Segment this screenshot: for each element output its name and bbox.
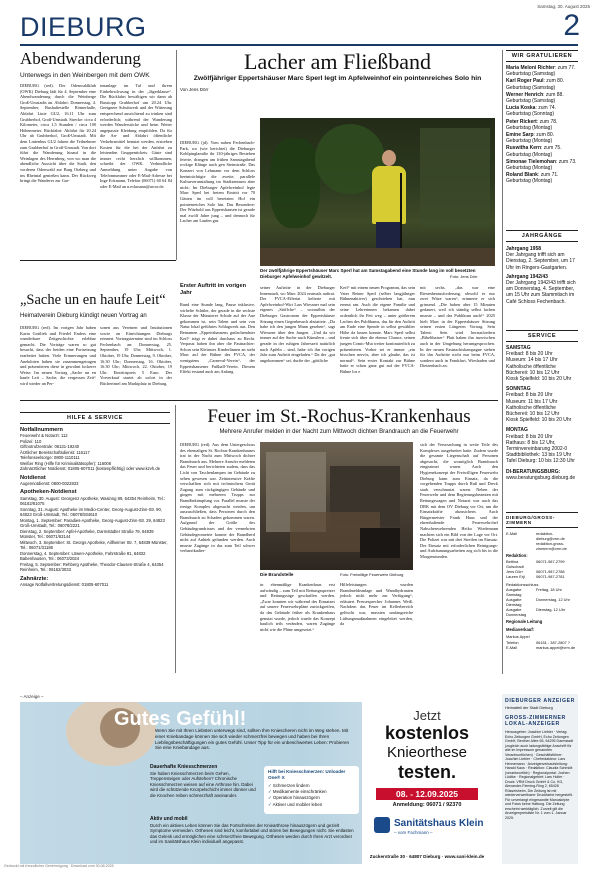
birthday-name: Roland Blank xyxy=(506,172,538,179)
birthday-entry xyxy=(506,119,578,131)
birthday-list xyxy=(506,65,578,185)
ad-text-2: Durch ein aktives Leben können Sie das Fortschreiten der Kniearthrose hinauszögern und gezielt Symptome vermeiden. Orthesen sind leicht, komfortabel und stören bei Bewegungen nicht. Sie entlasten das Gelenk und ermöglichen eine schmerzfreie Bewegung. Orthesen werden durch Ihren Arzt verordnet und im Sanitätshaus Klein individuell angepasst. xyxy=(150,823,354,845)
ad-box-title: Hilft bei Kniesschmerzen: Unloader One® X xyxy=(268,769,346,780)
feuer-col1: DIEBURG (red). Aus dem Untergeschoss des ehemaligen St. Rochus-Krankenhauses trat in der Nacht zum Mittwoch dichter Brandrauch aus. Mehrere Anrufer meldeten das Feuer und berichteten zudem, dass das Licht von Taschenlampen im Gebäude zu sehen gewesen war. Zeitintensive Kräfte verschafften sich mit technischem Gerät Zugang zum rückgängigen Gebäude und gingen mit mehreren Trupps zur Brandbekämpfung vor. Parallel musste der riesige Komplex abgesucht werden, um auszuschließen, dass Personen durch den Brandrauch zu Schaden gekommen waren. Aufgrund der Größe des Gebäudegrundrisses und der vermehrten Gebäudegeometrie konnte der Brandherd nicht auf Anhieb gefunden werden. Auch musste Zugänge in das zum Teil schwer verbarrikadier- xyxy=(180,442,255,554)
birthday-entry xyxy=(506,78,578,90)
service-line: Montag, 1. September: Paradies-Apotheke, Georg-August-Zinn-Str. 29, 64823 Groß-Umstadt, Tel.: 06078/2221 xyxy=(20,517,165,529)
contact-email-row-value: redaktion-dieburg@vrm.de xyxy=(536,531,565,541)
ad-heading-1: Dauerhafte Kniesschmerzen xyxy=(150,764,218,770)
byline: Von Jens Dörr xyxy=(180,87,209,92)
ad-shop-sub: – vom Fachmann – xyxy=(394,830,433,835)
ad-address: Zuckerstraße 30 · 64807 Dieburg · www.sani-klein.de xyxy=(369,854,485,859)
redaktion-row-label: Lauren Erji xyxy=(506,574,525,580)
article-abendwanderung xyxy=(20,50,172,79)
birthday-name: Emine Sarp xyxy=(506,132,534,139)
contact-list xyxy=(506,531,578,650)
jahrgang-heading: Jahrgang 1958 xyxy=(506,246,542,252)
birthday-entry xyxy=(506,65,578,77)
deadline-row-value: Freitag, 18 Uhr xyxy=(536,587,562,593)
birthday-entry xyxy=(506,145,578,157)
ad-feature-item xyxy=(268,802,356,808)
ad-offer-2: kostenlos xyxy=(384,723,470,743)
lacher-col3: seiner Auftritte in der Dieburger Innenstadt, wo Marc 2024 erstmals auftrat. Der FVCA-Effertat kelterte mit Apfelweinhof-Wirt Lars Wiessner mal sein eigenes „Stöffche“ – woraufhin der Dieburger Gastronom der Eppertshäuser Sitzung einen Gegenbesuch abstattete. „Da habe ich den jungen Mann gesehen“, sagt Wiessner über den Jungen. „Und da wir immer auf der Suche nach Künstlern – und gerade in der ruhigen Jahreszeit natürlich nach Apfeln – sind, habe ich ihn vorigen Jahr zum Auftritt eingeladen.“ Da der „gut angekommen“ sei, durfte der „göttliche xyxy=(260,285,335,363)
contact-email-row-value: redaktion-gross-zimmern@vrm.de xyxy=(536,541,567,551)
service-line: Giftnotrufzentrale: 06131-19240 xyxy=(20,444,80,450)
service-heading: Notfallnummern xyxy=(20,427,63,433)
service-hours-line: Freibad: 8 bis 20 Uhr xyxy=(506,392,553,399)
birthday-entry xyxy=(506,172,578,184)
deadline-row-label: Ausgabe Dienstag xyxy=(506,597,522,608)
deadline-row-label: Ausgabe Donnerstag xyxy=(506,607,527,618)
service-hours-line: Katholische öffentliche Büchereii: 10 bis 12 Uhr xyxy=(506,363,560,376)
media-email-row xyxy=(506,645,578,650)
article-feuer xyxy=(180,406,498,435)
heimat-col2: sonen aus Vereinen und Institutionen sowie an Einrichtungen Dieburgs erinnert. Vortragstermine sind im Schloss Fechenbach an: Donnerstag, 25. September, 19 Uhr; Mittwoch, 1. Oktober, 19 Uhr; Donnerstag, 9. Oktober, 16.30 Uhr; Donnerstag, 16. Oktober, 16.30 Uhr; Mittwoch, 22. Oktober, 19 Uhr. Eintrittspreis 5 Euro. Der Vorverkauf startet ab sofort in der Bücherinsel am Marktplatz in Dieburg. xyxy=(100,325,172,386)
service-hours-line: Kiosk Spielfeld: 10 bis 20 Uhr xyxy=(506,417,572,424)
header-date: Samstag, 30. August 2025 xyxy=(537,4,590,9)
feuer-col3: sich der Verursachung in weite Teile des Komplexes ausgebreitet hatte. Zudem wurde die gesamte Liegenschaft auf Personen abgesucht, die womöglich Brandrauch eingeatmet waren. Auch den Hygienekonzept der Freiwilligen Feuerwehr Dieburg kann zum Einsatz, da die vorgehenden Trupps durch Ruß und Dreck stark verschmutzt waren. Neben der Feuerwehr und dem Regierungsbeamten mit Rettungswagen und Notarzt war auch das DRK mit dem OV Dieburg vor Ort, um die Einsatzkräfte abzusichern. Auch Bürgermeister Frank Haus und der ehrenhaftende Feuerwehrchef Nahschenwehrenden Heiko Wiedemann machten sich ein Bild von der Lage vor Ort. Die Polizei war mit drei Streifen im Einsatz. Der Einsatz mit erforderlichen Reinigungs- und Aufräumungsarbeiten zog sich bis in die Morgenstunden. xyxy=(420,442,498,559)
photo-caption-title: Die Brandstelle xyxy=(260,572,294,577)
service-line: Samstag, 30. August: Georgenz Apotheke, Wasinng 89, 64354 Reinheim, Tel.: 06162/81075 xyxy=(20,495,166,507)
birthday-entry xyxy=(506,159,578,171)
box-title: SERVICE xyxy=(506,330,578,342)
lacher-col1: DIEBURG (jd). Vom nahen Fechenbach-Park, wo (wie berichtet) die Dieburger Kohlpinglamilie ihr 130-jähriges Bestehen feierte, drangen am frühen Samstagabend rockige Klänge auch gen Steinstraße. Das Konzert von Lehmann vor dem Schloss beeinträchtigte die zweite, parallele Kulturveranstaltung im Stadtzentrum aber nicht: Im Dieburger Apfelweinhof legte Marc Sperl bei freiem Eintritt vor 70 Gästen im voll besetzten Hof ein pointenreiches Solo hin. Das Besondere: Der Witzbold aus Eppertshausen ist gerade mal zwölf Jahre jung – und dennoch für Lacher am Laufen gut. xyxy=(180,140,255,224)
media-heading: Mediaverkauf: xyxy=(506,627,535,633)
birthday-text: : zum 74. Geburtstag (Sonntag) xyxy=(506,105,557,118)
regional-heading: Regionale Leitung xyxy=(506,619,543,625)
service-heading: Notdienst xyxy=(20,474,46,481)
check-icon: ✓ xyxy=(268,789,273,795)
ad-text-1: Sie haben Kniesschmerzen beim Gehen, Treppensteigen oder Aufstehen? Chronische Kniesschmerzen weisen auf eine Arthrose hin. Dabei wird die schützende Knorpelschicht immer dünner und die Knochen reiben schmerzhaft aneinander. xyxy=(150,771,256,798)
heimat-col1: DIEBURG (red). Im vorigen Jahr haben Karin Gottlieb und Friedel Enders eine wunderbare Zeitgeschichte erlebbar gemacht. Die Vorträge waren so gut besucht, dass der beiden eine Fortsetzung erarbeitet haben. Viele Erinnerungen und Anekdoten haben sie zusammengetragen und präsentieren diese in gewohnt lockerer Weise. Im neuen Vortrag „Sache un en haufe Leit – Sache, die vergessen Zeit“ wird wieder an Per- xyxy=(20,325,96,386)
di-beratung-label: DI-BERATUNGSBURG: xyxy=(506,468,561,475)
ad-offer-1: Jetzt xyxy=(413,708,441,723)
box-title: JAHRGÄNGE xyxy=(506,230,578,242)
service-hours-line: Katholische öffentliche Büchereii: 10 bis 12 Uhr xyxy=(506,404,560,418)
article-body-col2: tenanlage im Tal und ihrem Einkehrschwung in der „Jägerklause“. Die Rückfahrt bewältigen wir dann ab Busstopp Grubberhof um 20.24 Uhr. Geeignete Schuhwerk und der Witterung entsprechend ausrichtend zu trinken sind erforderlich; während der Wanderung werden Wanderstöcke und beim Wetter angepasste Kleidung empfohlen. Da für die An- und Abfahrt öffentliche Verkehrsmittel benutzt werden, erstreben Kosten für die bei der Anfahrt zu leistenden Gruppentickets. Gäste sind immer recht herzlich willkommen, schreibt der OWK. Verbindliche Anmeldung unter Angabe von Telefonnummer oder E-Mail-Adresse bei Inge Eckmann, Telefon (06071) 60 64 84 oder E-Mail an n.eckmann@arcor.de. xyxy=(100,83,172,189)
birthday-entry xyxy=(506,92,578,104)
deadline-row xyxy=(506,607,578,617)
advertisement[interactable] xyxy=(20,702,492,864)
service-line: Zahnärztlicher Notdienst: 01805-607011 (kostenpflichtig) oder www.kzvh.de xyxy=(20,466,161,472)
ad-feature-text: Medikamente einschränken xyxy=(272,789,327,795)
media-phone-row-label: Telefon xyxy=(506,639,519,645)
contact-email-row xyxy=(506,531,578,541)
birthday-name: Werner Henrich xyxy=(506,91,544,98)
ad-offer-4: testen. xyxy=(397,762,457,782)
hilfe-service-box xyxy=(20,412,170,672)
service-line: Telefonseelsorge: 0800-1110111 xyxy=(20,455,80,461)
ad-offer xyxy=(362,702,492,864)
ad-title: Gutes Gefühl! xyxy=(114,708,247,730)
section-title: DIEBURG xyxy=(20,12,147,42)
box-title: DIEBURGER ANZEIGER xyxy=(505,698,575,704)
ad-intro: Wenn Sie mit Ihren Liebsten unterwegs sind, sollten Ihre Kniescheren nicht im Weg stehen. Mit einer Kniebandage können Sie sich wieder schmerzfrei bewegen und haben bei Ihren Lieblingsbeschäftigungen ein gutes Gefühl. Unser Tipp für ein unbeschwertes Leben: Probieren Sie eine Kniebandage aus. xyxy=(155,728,350,751)
birthday-text: : zum 88. Geburtstag (Samstag) xyxy=(506,91,564,105)
service-line: Freitag, 5. September: Rehberg Apotheke, Theodor-Clausen-Straße 4, 64354 Reinheim, Tel.: 06162/3033 xyxy=(20,561,164,573)
birthday-text: : zum 78. Geburtstag (Montag) xyxy=(506,118,558,131)
subheadline: Mehrere Anrufer melden in der Nacht zum Mittwoch dichten Brandrauch an die Feuerwehr xyxy=(219,429,459,435)
service-box xyxy=(506,330,578,481)
redaktion-row-label: Jens Dörr xyxy=(506,569,523,575)
photo-credit: Foto: Jens Dörr xyxy=(450,274,478,279)
deadline-row-value: Dienstag, 12 Uhr xyxy=(536,607,566,613)
photo-brandstelle xyxy=(260,442,413,570)
birthday-text: : zum 77. Geburtstag (Samstag) xyxy=(506,65,576,78)
service-heading: Zahnärzte: xyxy=(20,575,49,582)
box-title: WIR GRATULIEREN xyxy=(506,50,578,62)
service-hours-line: Freibad: 8 bis 20 Uhr xyxy=(506,433,553,440)
photo-marc-sperl xyxy=(260,118,495,266)
box-title-2: GROSS-ZIMMERNER LOKAL-ANZEIGER xyxy=(505,715,566,728)
ad-registration: Anmeldung: 06071 / 92370 xyxy=(392,802,462,808)
deadline-row-label: Redaktionsschluss xyxy=(506,582,539,588)
redaktion-row xyxy=(506,559,578,569)
impressum-box xyxy=(502,694,578,864)
service-heading: Apotheken-Notdienst xyxy=(20,489,77,496)
birthdays-box xyxy=(506,50,578,186)
contact-box xyxy=(506,512,578,650)
birthday-name: Karl Roger Paul xyxy=(506,78,544,85)
service-hours-line: Terminvereinbarung 2002-0 xyxy=(506,446,568,453)
birthday-name: Peter Rickert xyxy=(506,118,537,125)
deadline-row-value: Donnerstag, 12 Uhr xyxy=(536,597,570,603)
service-hours-line: Freibad: 8 bis 20 Uhr xyxy=(506,351,553,358)
ad-heading-2: Aktiv und mobil xyxy=(150,816,188,822)
footer-note: Gedruckt mit freundlicher Genehmigung · Download vom 30.08.2025 xyxy=(4,864,114,868)
ad-feature-box xyxy=(264,766,359,814)
ad-logo-icon xyxy=(374,817,390,833)
redaktion-row-value: 06071-987-2788 xyxy=(536,569,565,575)
lacher-subhead: Erster Auftritt im vorigen Jahr xyxy=(180,283,246,296)
subheadline: Unterwegs in den Weinbergen mit dem OWK xyxy=(20,72,150,79)
ad-dates: 08. - 12.09.2025 xyxy=(376,788,478,800)
lacher-col5: mit sechs, „das war eine Riesenherausforderung, obwohl es nur zwei Witze waren“, erinnerte er sich grinsend. „Die haben aber 15 Minuten gedauert, weil ich ständig selbst lachen musste – und das Publikum auch!“ 2025 hielt Marc in der Eppertshäuser Sitzung seinen ersten Längeren Vortrag. Sein Talent: Sein wird herausfordern „Bibelthaiser“ Platt haben ihn inzwischen auch in der Umgebung herumgesprochen. In der neuen Fastnachtskampagne stehen für ihn Auftritte nicht nur beim FVCA, sondern auch in Frankfurt, Wiesbaden und Dietzenbach an. xyxy=(420,285,495,369)
service-hours xyxy=(506,345,578,465)
ad-feature-text: Schmerzen lindern xyxy=(272,783,310,788)
subheadline: Heimatverein Dieburg kündigt neuen Vortrag an xyxy=(20,313,147,319)
service-line: Weißer Ring (Hilfe für Kriminalitätsopfer): 116006 xyxy=(20,460,112,466)
service-line: Polizei: 110 xyxy=(20,438,42,444)
service-line: Mittwoch, 3. September: St. Georgs Apotheke, Aillheimer Str. 7, 64839 Münster, Tel.: 06071/31186 xyxy=(20,539,168,551)
media-name: Markus Appel xyxy=(506,633,530,639)
service-hours-line: Museum: 14 bis 17 Uhr xyxy=(506,357,558,364)
headline: Abendwanderung xyxy=(20,49,141,68)
deadline-row xyxy=(506,597,578,607)
service-hours-line: Rathaus: 8 bis 12 Uhr, xyxy=(506,439,556,446)
contact-email-row-label xyxy=(506,541,536,551)
service-line: Donnerstag, 4. September: Löwen-Apotheke, Fahrstraße 81, 64832 Babenhausen, Tel.: 06073/2024 xyxy=(20,550,146,562)
service-day: SONNTAG xyxy=(506,386,531,393)
photo-credit: Foto: Freiwillige Feuerwehr Dieburg xyxy=(340,572,404,577)
ad-offer-3: Knieorthese xyxy=(386,744,468,761)
service-line: Ärztlicher Bereitschaftsdienst: 116117 xyxy=(20,449,90,455)
birthday-text: : zum 80. Geburtstag (Montag) xyxy=(506,132,555,145)
birthday-text: : zum 75. Geburtstag (Montag) xyxy=(506,145,562,158)
lacher-col4: Kerl“ mit einem neuen Programm, das sein Vater Reiner Sperl (selber langjähriger Bühnenaktiver) geschrieben hat, nun erneut ran. Auch die eigene Familie und seine Lehrerinnen bekamen dabei ordentlich ihr Fett weg – unter größerem Lachen des Publikums, das für den Auftritt am Ende eine Spende in selbst gewählter Höhe da lassen konnte. Marc Sperl selbst freute sich über die ebenso Chance, seinen jungen Comic-Mut weiter kontinuierlich zu präsentieren. Vorher sei er immer „ein bisschen nervös, aber ich glaube, das ist normal“. Sein erster Kontakt zur Bühne hatte er schon ganz gut auf der FVCA-Bühne los e xyxy=(340,285,415,374)
contact-email-row-label: E-Mail xyxy=(506,531,518,536)
service-hours-line: Stadtbibliothek: 13 bis 19 Uhr xyxy=(506,452,572,459)
impressum-text: Herausgeber: Joachim Liebler · Verlag: Echo Zeitungen GmbH, Echo Zeitungen GmbH, Berliner Allee 65, 64295 Darmstadt (zugleich auch ladungsfähige Anschrift für alle im Impressum genannten Verantwortlichen) · Geschäftsführer: Joachim Liebler · Chefredakteur: Lars Hennemann · Anzeigenverkaufsleitung: Harald Kaus · Redaktion: Claudia Schmidt (verantwortlich) · Regionalportal: Jochen Lüdtke · Regionalgebiet: Lars Holler · Druck: VRM Druck GmbH & Co. KG, Alexander-Fleming-Ring 2, 65428 Rüsselsheim. Die Zeitung ist mit wiederverwertbarer Druckfarbe hergestellt. Für unverlangt eingesandte Manuskripte und Fotos keine Haftung. Die Zeitung erscheint werktäglich. Zurzeit gilt die Anzeigenpreisliste Nr. 1 vom 1. Januar 2025. xyxy=(505,730,574,820)
deadline-row-label: Ausgabe Samstag xyxy=(506,587,522,598)
service-hours-line: Kiosk Spielfeld: 10 bis 20 Uhr xyxy=(506,376,572,383)
ad-feature-list xyxy=(268,783,356,808)
impressum-sub: Heimatteil der Stadt Dieburg xyxy=(505,706,553,710)
jahrgang-text: Der Jahrgang 1942/43 trifft sich am Donnerstag, 4. September, um 15 Uhr zum Stammtisch im Café Schloss Fechenbach. xyxy=(506,280,576,305)
page-number: 2 xyxy=(563,9,580,42)
lacher-col2: Rund eine Stunde lang, Pause inklusive, wirbelte Schüler, der gerade in die sechste Klasse der Münsterer Schule auf der Aue gekommen ist, sein Talent und sein von Natur lokal geführtes Schlagwerk aus. Den Beinamen „Eppertshausens gutlachendster Kerl“ trägt er dabei durchaus zu Recht. Verpasst haben ihn aber die Fastnachter: Schon sein Kleinstes Kinderlinnen an steht Marc auf der Bühne des FVCA, der wenigstens „Carneval-Verein“, der Eppertshausener Fußball-Verein. Diesem Effekt erstand auch am Anfang xyxy=(180,302,255,375)
deadline-row xyxy=(506,587,578,597)
media-phone-row-value: 06151 - 387-2807 ? xyxy=(536,639,570,645)
birthday-name: Lucia Koska xyxy=(506,105,536,112)
box-title: DIEBURG/GROSS-ZIMMERN xyxy=(506,512,578,528)
check-icon: ✓ xyxy=(268,801,273,807)
feuer-col4: in ebenmäßige Krankenhaus erst aufwändig – zum Teil mit Rettungsspreizer und Rettungssäge geschaffen werden. „Zwar konnten wir während des Einsatzes auf unsere Feuerwehrpläne zurückgreifen, da das Gebäude früher als Krankenhaus genutzt wurde, jedoch wurde das Konzept baulich teils verändert, waren Zugänge nicht wie die Pläne umgesetzt.“ xyxy=(260,582,335,632)
jahrgang-heading: Jahrgang 1942/43 xyxy=(506,273,548,280)
service-line: Dienstag, 2. September: Apfel-Apotheke, Darmstädter Straße 79, 64839 Münster, Tel.: 06071/63144 xyxy=(20,528,154,540)
birthday-entry xyxy=(506,132,578,144)
check-icon: ✓ xyxy=(268,783,273,788)
redaktion-row-value: 06071-987-2781 xyxy=(536,574,565,580)
birthday-text: : zum 80. Geburtstag (Samstag) xyxy=(506,78,565,91)
article-body-col1: DIEBURG (red). Der Odenwaldklub (OWK) Dieburg lädt für 4. September eine Abendwanderung durch die Weinberge Groß-Umstadts an. Abfahrt: Donnerstag, 4. September, Bushaltestelle Römerhalle, Abfahrt Linie GU2, 16.11 Uhr zum Grubberhof, Groß-Umstadt. Strecke: circa 4 Kilometer, circa 1,5 Stunden / circa 100 Höhenmeter. Rückfahrt: Abfahrt für 20.24 Uhr ab Grubberhof, Groß-Umstadt. Mit dem Linienbus GU2 fahren die Teilnehmer zum Grubberhof in Groß-Umstadt. Von dort führt die Wanderung hinauf in die Weinlagen des Herrnberg, von wo man die abendliche Aussicht über die Stadt, den vorderen Odenwald zur Burg Otzberg und ins Rheintal genießen kann. Der Rückweg bringt die Wanderer zur Gar- xyxy=(20,83,96,184)
headline: Feuer im St.-Rochus-Krankenhaus xyxy=(207,406,471,427)
ad-feature-text: Aktiver und mobiler leben xyxy=(272,801,323,807)
birthday-name: Ruswitha Kern xyxy=(506,145,542,152)
subheadline: Zwölfjähriger Eppertshäuser Marc Sperl legt im Apfelweinhof ein pointenreiches Solo hin xyxy=(193,75,482,82)
photo-caption: Der zwölfjährige Eppertshäuser Marc Sperl hat am Samstagabend eine Stunde lang im voll besetzten Dieburger Apfelweinhof gewitzelt. xyxy=(260,268,476,279)
ad-label: – Anzeige – xyxy=(20,694,44,699)
service-line: Ansage Notfallvertretungsdienst: 01805-607011 xyxy=(20,581,109,587)
headline: Lacher am Fließband xyxy=(244,49,431,74)
redaktion-row-value: 06071-987-2799 xyxy=(536,559,565,565)
service-day: MONTAG xyxy=(506,427,528,434)
service-hours-line: Tafel Dieburg: 10 bis 12:30 Uhr xyxy=(506,458,575,465)
contact-email-row xyxy=(506,541,578,551)
feuer-col5: Hilfeleistungen wurden Brandmeldeanlage und Wandhydranten jedoch nicht mehr zur Verfügung“, erläutert Pressesprecher Johannes Weiß. Nachdem das Feuer im Kellerbereich gelöscht war, mussten umfangreiche Lüftungsmaßnahmen eingeleitet werden, da xyxy=(340,582,413,627)
service-line: Sonntag, 31. August: Apotheke im Medio-Center, Georg-August-Zinn-Str. 90, 64823 Groß-Umstadt, Tel.: 06078/934610 xyxy=(20,506,162,518)
media-email-row-value: markus.appel@vrm.de xyxy=(536,644,576,650)
redaktion-heading: Redaktion: xyxy=(506,553,528,558)
check-icon: ✓ xyxy=(268,795,273,801)
birthday-text: : zum 73. Geburtstag (Montag) xyxy=(506,158,577,172)
birthday-entry xyxy=(506,105,578,117)
ad-feature-text: Operation hinauszögern xyxy=(272,795,320,801)
birthday-name: Maria Meloni Richter xyxy=(506,65,555,71)
birthday-text: : zum 71. Geburtstag (Montag) xyxy=(506,172,559,185)
service-hours-line: Museum: 11 bis 17 Uhr xyxy=(506,398,558,405)
redaktion-row-label: Bettina Gutschadt xyxy=(506,559,524,570)
service-day: SAMSTAG xyxy=(506,345,531,351)
article-heimatverein xyxy=(20,292,176,319)
box-title: HILFE & SERVICE xyxy=(20,412,170,424)
service-line: Feuerwehr & Notarzt: 112 xyxy=(20,433,68,439)
article-lacher xyxy=(180,50,495,92)
jahrgaenge-box xyxy=(506,230,578,305)
ad-shop-name: Sanitätshaus Klein xyxy=(394,818,484,829)
headline: „Sache un en haufe Leit“ xyxy=(20,292,166,308)
jahrgang-text: Der Jahrgang trifft sich am Dienstag, 2. September, um 17 Uhr im Ringers-Gastgarten. xyxy=(506,252,575,271)
birthday-name: Simonae Tielemohan xyxy=(506,158,556,165)
service-line: Augennotdienst: 0800-0022833 xyxy=(20,480,79,486)
media-email-row-label: E-Mail xyxy=(506,644,518,650)
service-list xyxy=(20,427,170,587)
di-beratung-url[interactable]: www.beratungsburg.dieburg.de xyxy=(506,474,576,481)
